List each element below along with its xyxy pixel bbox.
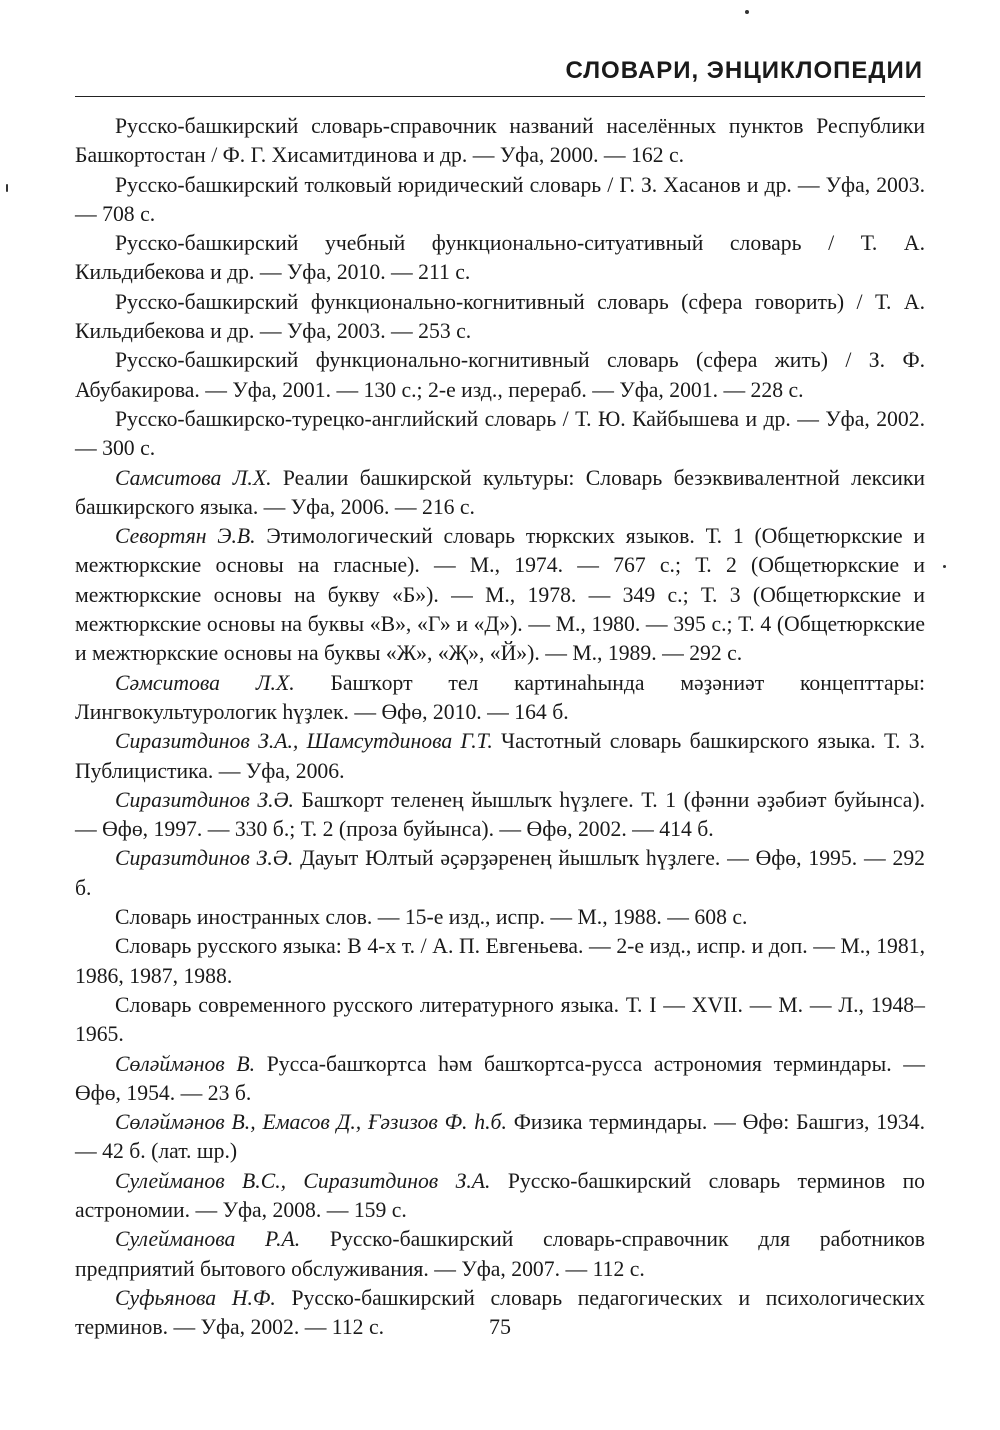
- entry-text: Башҡорт тел картинаһында мәҙәниәт концепттары: Лингвокультурологик һүҙлек. — Өфө, 2010. — 164 б.: [75, 670, 926, 724]
- bibliography-entry: [75, 669, 925, 728]
- bibliography-entry: [75, 405, 925, 464]
- entry-text: Русско-башкирский словарь-справочник названий населённых пунктов Республики Башкортостан / Ф. Г. Хисамитдинова и др. — Уфа, 2000. — 162 с.: [75, 114, 925, 168]
- bibliography-entry: [75, 1108, 925, 1167]
- entry-text: Словарь современного русского литературного языка. Т. I — XVII. — М. — Л., 1948–1965.: [75, 992, 925, 1047]
- bibliography-list: [75, 112, 925, 1342]
- bibliography-entry: [75, 991, 925, 1050]
- entry-author: Сөләймәнов В., Емасов Д., Ғәзизов Ф. h.б.: [115, 1110, 507, 1135]
- entry-text: Словарь русского языка: В 4-х т. / А. П. Евгеньева. — 2-е изд., испр. и доп. — М., 1981, 1986, 1987, 1988.: [75, 934, 925, 988]
- entry-text: Русско-башкирский словарь педагогических и психологических терминов. — Уфа, 2002. — 112 с.: [75, 1285, 925, 1340]
- entry-author: Сиразитдинов З.А., Шамсутдинова Г.Т.: [115, 729, 493, 754]
- print-speck: [943, 565, 946, 568]
- bibliography-entry: [75, 229, 925, 288]
- entry-author: Сиразитдинов З.Ә.: [115, 787, 294, 812]
- entry-text: Русско-башкирский толковый юридический словарь / Г. З. Хасанов и др. — Уфа, 2003. — 708 с.: [75, 172, 925, 226]
- entry-text: Русско-башкирский функционально-когнитивный словарь (сфера жить) / З. Ф. Абубакирова. — Уфа, 2001. — 130 с.; 2-е изд., перераб. — Уфа, 2001. — 228 с.: [75, 348, 925, 402]
- entry-author: Сәмситова Л.Х.: [115, 670, 295, 695]
- bibliography-entry: [75, 1225, 925, 1284]
- bibliography-entry: [75, 171, 925, 230]
- bibliography-entry: [75, 112, 925, 171]
- entry-text: Этимологический словарь тюркских языков. Т. 1 (Общетюркские и межтюркские основы на гласные). — М., 1974. — 767 с.; Т. 2 (Общетюркские и межтюркские основы на букву «Б»). — М., 1978. — 349 с.; Т. 3 (Общетюркские и межтюркские основы на буквы «В», «Г» и «Д»). — М., 1980. — 395 с.; Т. 4 (Общетюркские и межтюркские основы на буквы «Ж», «Җ», «Й»). — М., 1989. — 292 с.: [75, 524, 925, 666]
- entry-text: Русско-башкирский учебный функционально-ситуативный словарь / Т. А. Кильдибекова и др. — Уфа, 2010. — 211 с.: [75, 231, 925, 285]
- print-speck: [745, 10, 749, 14]
- bibliography-entry: [75, 844, 925, 903]
- entry-text: Реалии башкирской культуры: Словарь безэквивалентной лексики башкирского языка. — Уфа, 2006. — 216 с.: [75, 465, 925, 519]
- entry-text: Словарь иностранных слов. — 15-е изд., испр. — М., 1988. — 608 с.: [115, 905, 748, 930]
- bibliography-entry: [75, 346, 925, 405]
- entry-text: Башҡорт теленең йышлыҡ һүҙлеге. Т. 1 (фәнни әҙәбиәт буйынса). — Өфө, 1997. — 330 б.; Т. 2 (проза буйынса). — Өфө, 2002. — 414 б.: [75, 787, 925, 842]
- entry-author: Сулейманова Р.А.: [115, 1227, 301, 1252]
- bibliography-entry: [75, 903, 925, 932]
- bibliography-entry: [75, 464, 925, 523]
- entry-text: Дауыт Юлтый әҫәрҙәренең йышлыҡ һүҙлеге. — Өфө, 1995. — 292 б.: [75, 846, 926, 900]
- print-speck: [6, 184, 8, 192]
- entry-author: Сиразитдинов З.Ә.: [115, 846, 294, 871]
- entry-author: Сөләймәнов В.: [115, 1051, 256, 1076]
- section-title: СЛОВАРИ, ЭНЦИКЛОПЕДИИ: [565, 57, 923, 84]
- running-header: [75, 56, 925, 97]
- entry-text: Русско-башкирский функционально-когнитивный словарь (сфера говорить) / Т. А. Кильдибекова и др. — Уфа, 2003. — 253 с.: [75, 289, 925, 344]
- entry-author: Суфьянова Н.Ф.: [115, 1285, 276, 1310]
- bibliography-entry: [75, 1167, 925, 1226]
- entry-text: Физика терминдары. — Өфө: Башгиз, 1934. — 42 б. (лат. шр.): [75, 1110, 926, 1164]
- entry-author: Самситова Л.Х.: [115, 465, 272, 490]
- bibliography-entry: [75, 727, 925, 786]
- entry-text: Русса-башҡортса һәм башҡортса-русса астрономия терминдары. — Өфө, 1954. — 23 б.: [75, 1051, 925, 1105]
- entry-text: Русско-башкирский словарь терминов по астрономии. — Уфа, 2008. — 159 с.: [75, 1168, 926, 1222]
- bibliography-entry: [75, 786, 925, 845]
- entry-author: Сулейманов В.С., Сиразитдинов З.А.: [115, 1168, 491, 1193]
- bibliography-entry: [75, 1050, 925, 1109]
- entry-text: Частотный словарь башкирского языка. Т. 3. Публицистика. — Уфа, 2006.: [75, 729, 926, 783]
- bibliography-entry: [75, 288, 925, 347]
- page-number: 75: [489, 1314, 511, 1339]
- bibliography-entry: [75, 932, 925, 991]
- entry-author: Севортян Э.В.: [115, 524, 256, 549]
- entry-text: Русско-башкирский словарь-справочник для работников предприятий бытового обслуживания. — Уфа, 2007. — 112 с.: [75, 1227, 926, 1281]
- bibliography-entry: [75, 522, 925, 668]
- entry-text: Русско-башкирско-турецко-английский словарь / Т. Ю. Кайбышева и др. — Уфа, 2002. — 300 с.: [75, 406, 925, 461]
